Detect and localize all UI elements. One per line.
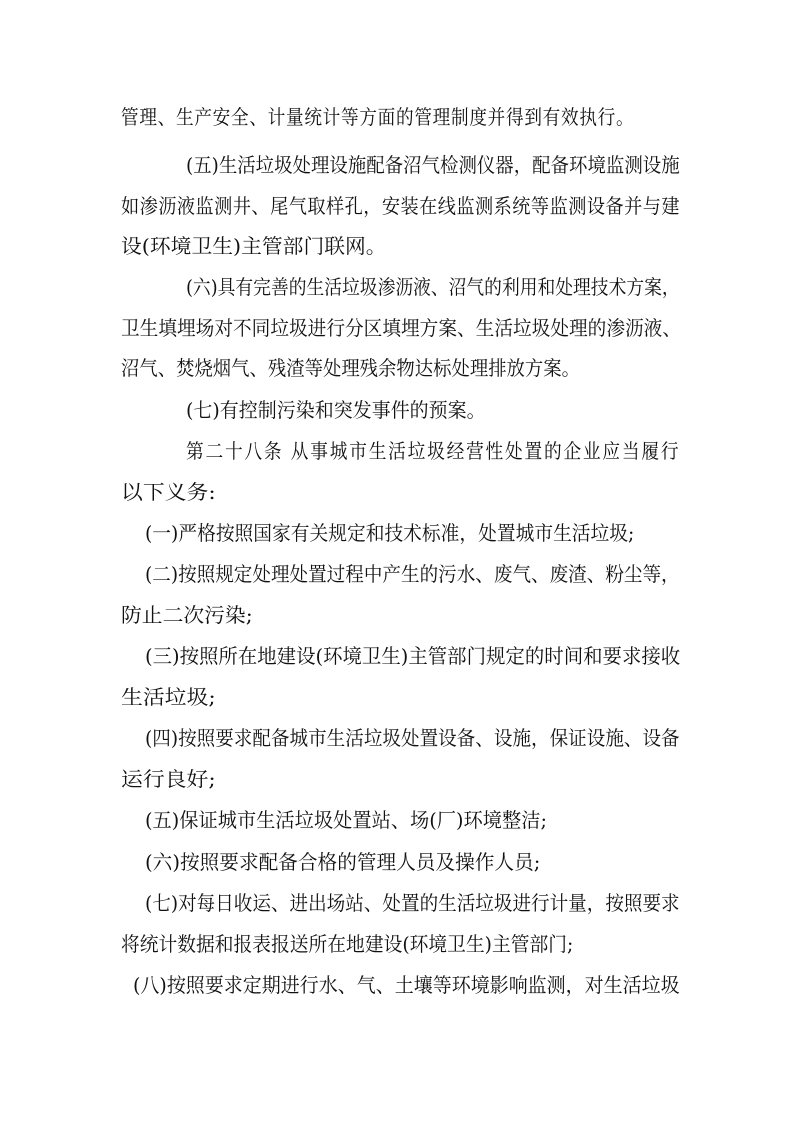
text-line-1: 管理、生产安全、计量统计等方面的管理制度并得到有效执行。 [121, 105, 635, 129]
text-line-5: (六)具有完善的生活垃圾渗沥液、沼气的利用和处理技术方案， [186, 275, 680, 299]
text-line-19: (六)按照要求配备合格的管理人员及操作人员; [145, 850, 541, 874]
text-line-15: 生活垃圾; [121, 685, 216, 709]
text-line-13: 防止二次污染; [121, 603, 253, 627]
text-line-18: (五)保证城市生活垃圾处置站、场(厂)环境整洁; [145, 808, 547, 832]
text-line-3: 如渗沥液监测井、尾气取样孔，安装在线监测系统等监测设备并与建 [121, 194, 680, 218]
text-line-9: 第二十八条 从事城市生活垃圾经营性处置的企业应当履行 [186, 439, 681, 463]
text-line-6: 卫生填埋场对不同垃圾进行分区填埋方案、生活垃圾处理的渗沥液、 [121, 316, 681, 340]
text-line-22: (八)按照要求定期进行水、气、土壤等环境影响监测，对生活垃圾 [133, 973, 680, 997]
text-line-7: 沼气、焚烧烟气、残渣等处理残余物达标处理排放方案。 [121, 356, 580, 380]
text-line-8: (七)有控制污染和突发事件的预案。 [186, 398, 486, 422]
text-line-4: 设(环境卫生)主管部门联网。 [121, 234, 387, 258]
text-line-11: (一)严格按照国家有关规定和技术标准，处置城市生活垃圾; [145, 521, 635, 545]
text-line-2: (五)生活垃圾处理设施配备沼气检测仪器，配备环境监测设施 [186, 153, 680, 177]
text-line-16: (四)按照要求配备城市生活垃圾处置设备、设施，保证设施、设备 [145, 726, 680, 750]
text-line-17: 运行良好; [121, 767, 216, 791]
text-line-14: (三)按照所在地建设(环境卫生)主管部门规定的时间和要求接收 [145, 644, 681, 668]
text-line-21: 将统计数据和报表报送所在地建设(环境卫生)主管部门; [121, 932, 574, 956]
text-line-12: (二)按照规定处理处置过程中产生的污水、废气、废渣、粉尘等， [145, 562, 680, 586]
text-line-10: 以下义务: [121, 480, 216, 504]
text-line-20: (七)对每日收运、进出场站、处置的生活垃圾进行计量，按照要求 [145, 891, 680, 915]
